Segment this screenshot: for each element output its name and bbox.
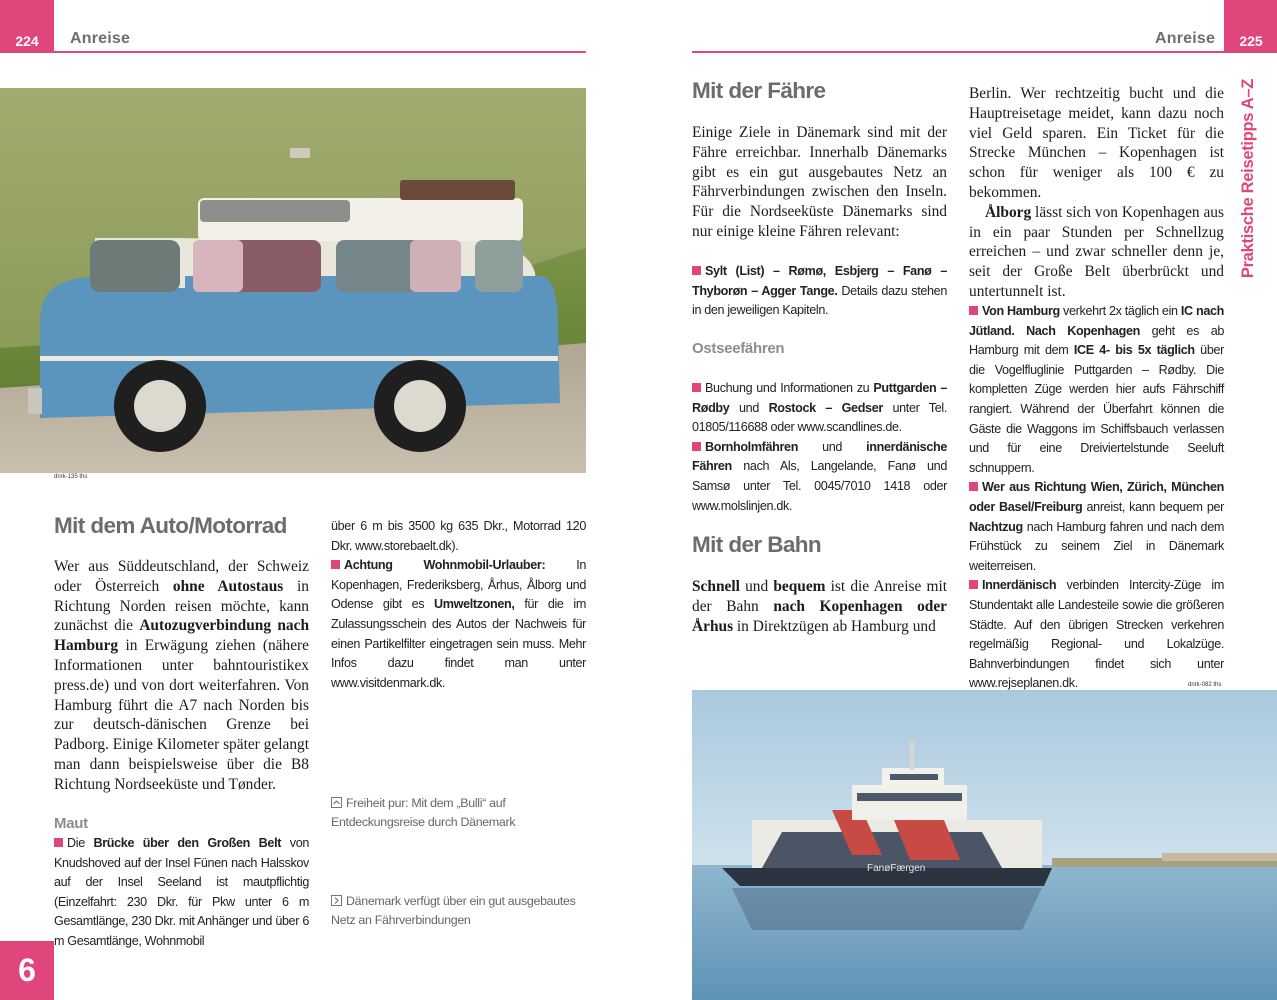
caret-right-icon	[331, 895, 342, 906]
chapter-number-tab: 6	[0, 941, 54, 1000]
photo-credit-right: dnrk-082 ths	[1188, 682, 1222, 688]
header-rule-right	[692, 51, 1224, 53]
caret-up-icon	[331, 797, 342, 808]
page-number-right: 225	[1224, 0, 1277, 53]
caption-bus: Freiheit pur: Mit dem „Bulli“ auf Entdeckungsreise durch Dänemark	[331, 796, 516, 829]
photo-credit-left: dnrk-135 ths	[54, 474, 88, 480]
caption-ferry: Dänemark verfügt über ein gut ausgebautes Netz an Fährverbindungen	[331, 894, 576, 927]
heading-ostseefaehren: Ostseefähren	[692, 340, 785, 357]
maut-paragraph: Die Brücke über den Großen Belt von Knudshoved auf der Insel Fünen nach Halsskov auf der Insel Seeland ist mautpflichtig (Einzelfahrt: 230 Dkr. für Pkw unter 6 m Gesamtlänge, 230 Dkr. mit Anhänger und über 6 m Gesamtlänge, Wohnmobil	[54, 836, 309, 948]
bullet-square	[969, 580, 978, 589]
auto-intro-paragraph: Wer aus Süddeutschland, der Schweiz oder Österreich ohne Autostaus in Richtung Norden reisen möchte, kann zunächst die Autozugverbindung nach Hamburg in Erwägung ziehen (nähere Informationen unter bahntouristikex press.de) und von dort weiterfahren. Von Hamburg führt die A7 nach Norden bis zur deutsch-dänischen Grenze bei Padborg. Einige Kilometer später gelangt man dann beispielsweise über die B8 Richtung Nordseeküste und Tønder.	[54, 558, 309, 793]
bahn-intro: Schnell und bequem ist die Anreise mit der Bahn nach Kopenhagen oder Århus in Direktzügen ab Hamburg und	[692, 578, 947, 635]
running-header-left: Anreise	[70, 30, 131, 47]
bullet-square	[692, 442, 701, 451]
bullet-square	[54, 838, 63, 847]
bullet-square	[692, 383, 701, 392]
ferry-photo	[692, 690, 1277, 1000]
bahn-col2-bullets: Von Hamburg verkehrt 2x täglich ein IC nach Jütland. Nach Kopenhagen geht es ab Hamburg mit dem ICE 4- bis 5x täglich über die Vogelfluglinie Puttgarden – Rødby. Die kompletten Züge werden hier aufs Fährschiff rangiert. Während der Überfahrt können die Gäste die Waggons im Schiffsbauch verlassen und für eine Dreiviertelstunde Seeluft schnuppern. Wer aus Richtung Wien, Zürich, München oder Basel/Freiburg anreist, kann bequem per Nachtzug nach Hamburg fahren und nach dem Frühstück zu seinem Ziel in Dänemark weiterreisen. Innerdänisch verbinden Intercity-Züge im Stundentakt alle Landesteile sowie die größeren Städte. Auf den übrigen Strecken verkehren regelmäßig Regional- und Lokalzüge. Bahnverbindungen findet sich unter www.rejseplanen.dk.	[969, 304, 1225, 691]
bullet-square	[969, 482, 978, 491]
bullet-square	[331, 560, 340, 569]
heading-faehre: Mit der Fähre	[692, 78, 826, 103]
ostsee-bullets: Buchung und Informationen zu Puttgarden – Rødby und Rostock – Gedser unter Tel. 01805/116688 oder www.scandlines.de. Bornholmfähren und innerdänische Fähren nach Als, Langelande, Fanø und Samsø unter Tel. 0045/7010 1418 oder www.molslinjen.dk.	[692, 381, 947, 513]
ferry-hull-label: FanøFærgen	[867, 863, 926, 874]
page-number-left: 224	[0, 0, 54, 53]
bahn-col2-paragraph: Berlin. Wer rechtzeitig bucht und die Hauptreisetage meidet, kann dazu noch viel Geld sparen. Ein Ticket für die Strecke München – Kopenhagen ist schon für weniger als 100 € zu bekommen. Ålborg lässt sich von Kopenhagen aus in ein paar Stunden per Schnellzug erreichen – und zwar schneller denn je, seit der Große Belt überbrückt und untertunnelt ist.	[969, 85, 1224, 300]
maut-continued-paragraph: über 6 m bis 3500 kg 635 Dkr., Motorrad 120 Dkr. www.storebaelt.dk). Achtung Wohnmobil-Urlauber: In Kopenhagen, Frederiksberg, Århus, Ålborg und Odense gibt es Umweltzonen, für die im Zulassungsschein des Autos der Nachweis für einen Partikelfilter eingetragen sein muss. Mehr Infos dazu findet man unter www.visitdenmark.dk.	[331, 519, 586, 690]
bullet-square	[692, 266, 701, 275]
heading-bahn: Mit der Bahn	[692, 532, 822, 557]
running-header-right: Anreise	[1155, 30, 1216, 47]
header-rule-left	[54, 51, 586, 53]
side-tab-reisetipps: Praktische Reisetipps A–Z	[1239, 78, 1258, 279]
heading-maut: Maut	[54, 815, 88, 832]
bullet-square	[969, 306, 978, 315]
faehre-bullet: Sylt (List) – Rømø, Esbjerg – Fanø – Thyborøn – Agger Tange. Details dazu stehen in den jeweiligen Kapiteln.	[692, 264, 947, 318]
heading-auto-motorrad: Mit dem Auto/Motorrad	[54, 513, 287, 538]
vw-bus-photo	[0, 88, 586, 473]
faehre-intro: Einige Ziele in Dänemark sind mit der Fähre erreichbar. Innerhalb Dänemarks gibt es ein gut ausgebautes Netz an Fährverbindungen zwischen den Inseln. Für die Nordseeküste Dänemarks sind nur einige kleine Fähren relevant:	[692, 124, 947, 240]
